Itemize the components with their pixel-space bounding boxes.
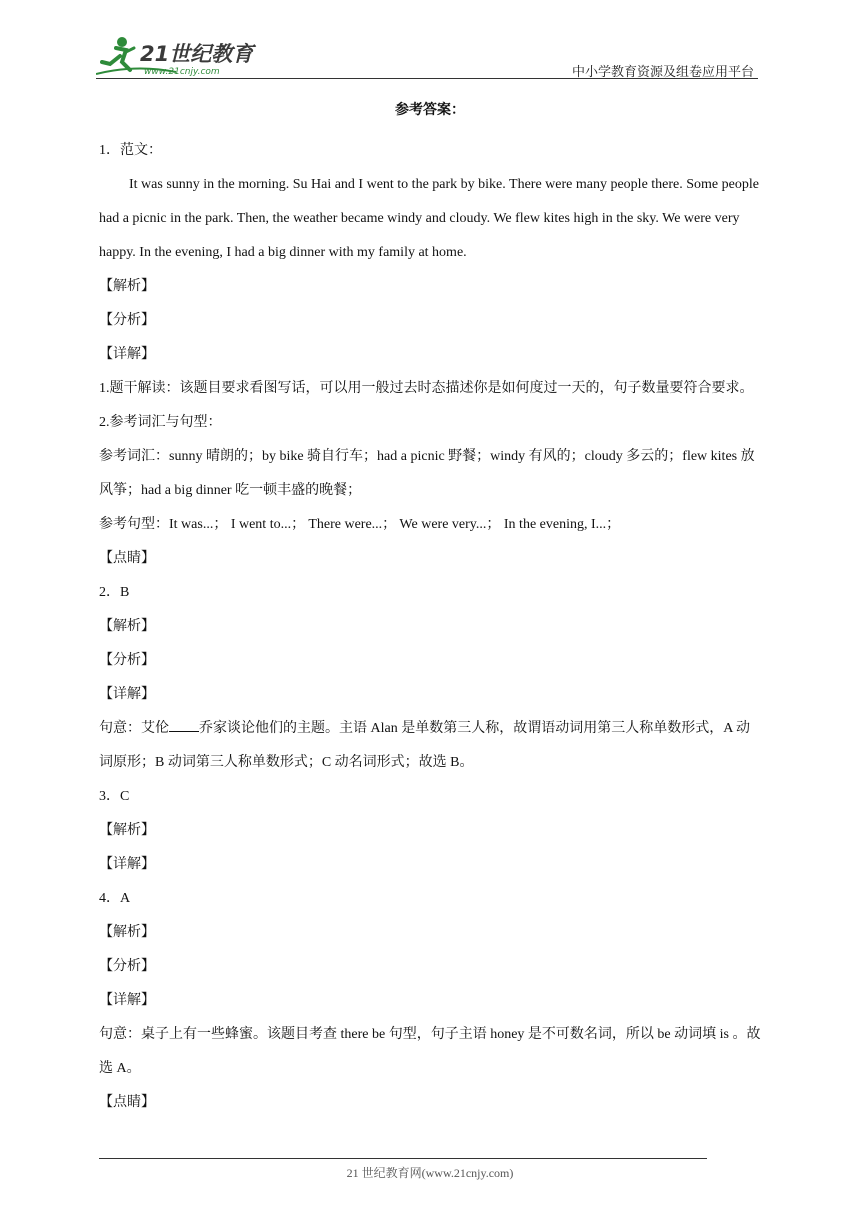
q1-jiexi-label: 【解析】 bbox=[99, 279, 155, 294]
q4-jiexi-label: 【解析】 bbox=[99, 925, 155, 940]
q1-patterns: 参考句型：It was...； I went to...； There were...； We were very...； In the evening, I...； bbox=[99, 517, 621, 532]
q4-xiangjie-label: 【详解】 bbox=[99, 993, 155, 1008]
platform-name: 中小学教育资源及组卷应用平台 bbox=[571, 64, 754, 79]
q4-dianjing-label: 【点睛】 bbox=[99, 1095, 155, 1110]
q3-number: 3．C bbox=[99, 789, 130, 804]
q1-xiangjie-label: 【详解】 bbox=[99, 347, 155, 362]
logo bbox=[96, 34, 266, 80]
q2-jiexi-label: 【解析】 bbox=[99, 619, 155, 634]
header-divider bbox=[96, 78, 758, 79]
q3-jiexi-label: 【解析】 bbox=[99, 823, 155, 838]
q1-dianjing-label: 【点睛】 bbox=[99, 551, 155, 566]
q4-explanation: 句意：桌子上有一些蜂蜜。该题目考查 there be 句型，句子主语 honey 是不可数名词，所以 be 动词填 is 。故选 A。 bbox=[99, 1027, 761, 1076]
q1-vocab: 参考词汇：sunny 晴朗的；by bike 骑自行车；had a picnic 野餐；windy 有风的；cloudy 多云的；flew kites 放风筝；had a big dinner 吃一顿丰盛的晚餐； bbox=[99, 449, 755, 498]
footer-text: 21 世纪教育网(www.21cnjy.com) bbox=[346, 1166, 514, 1180]
q2-explanation bbox=[99, 712, 761, 780]
footer-divider bbox=[99, 1158, 707, 1159]
q2-fenxi-label: 【分析】 bbox=[99, 653, 155, 668]
q2-number: 2．B bbox=[99, 585, 130, 600]
logo-text: 21世纪教育 bbox=[140, 42, 254, 66]
fill-blank bbox=[169, 719, 199, 732]
q1-number: 1．范文： bbox=[99, 143, 162, 158]
q3-xiangjie-label: 【详解】 bbox=[99, 857, 155, 872]
page-title: 参考答案： bbox=[395, 103, 465, 118]
q4-fenxi-label: 【分析】 bbox=[99, 959, 155, 974]
q4-number: 4．A bbox=[99, 891, 131, 906]
q2-text-a: 句意：艾伦 bbox=[99, 721, 169, 736]
q1-point2: 2.参考词汇与句型： bbox=[99, 415, 222, 430]
q1-point1: 1.题干解读：该题目要求看图写话，可以用一般过去时态描述你是如何度过一天的，句子数量要符合要求。 bbox=[99, 381, 754, 396]
answer-content bbox=[99, 100, 761, 1120]
logo-url: www.21cnjy.com bbox=[144, 67, 220, 77]
q2-text-b: 乔家谈论他们的主题。主语 Alan 是单数第三人称，故谓语动词用第三人称单数形式，A 动词原形；B 动词第三人称单数形式；C 动名词形式；故选 B。 bbox=[99, 721, 751, 770]
q1-essay: It was sunny in the morning. Su Hai and I went to the park by bike. There were many people there. Some people had a picnic in the park. Then, the weather became windy and cloudy. We flew kites high in the sky. We were very happy. In the evening, I had a big dinner with my family at home. bbox=[99, 177, 759, 260]
q1-fenxi-label: 【分析】 bbox=[99, 313, 155, 328]
q2-xiangjie-label: 【详解】 bbox=[99, 687, 155, 702]
